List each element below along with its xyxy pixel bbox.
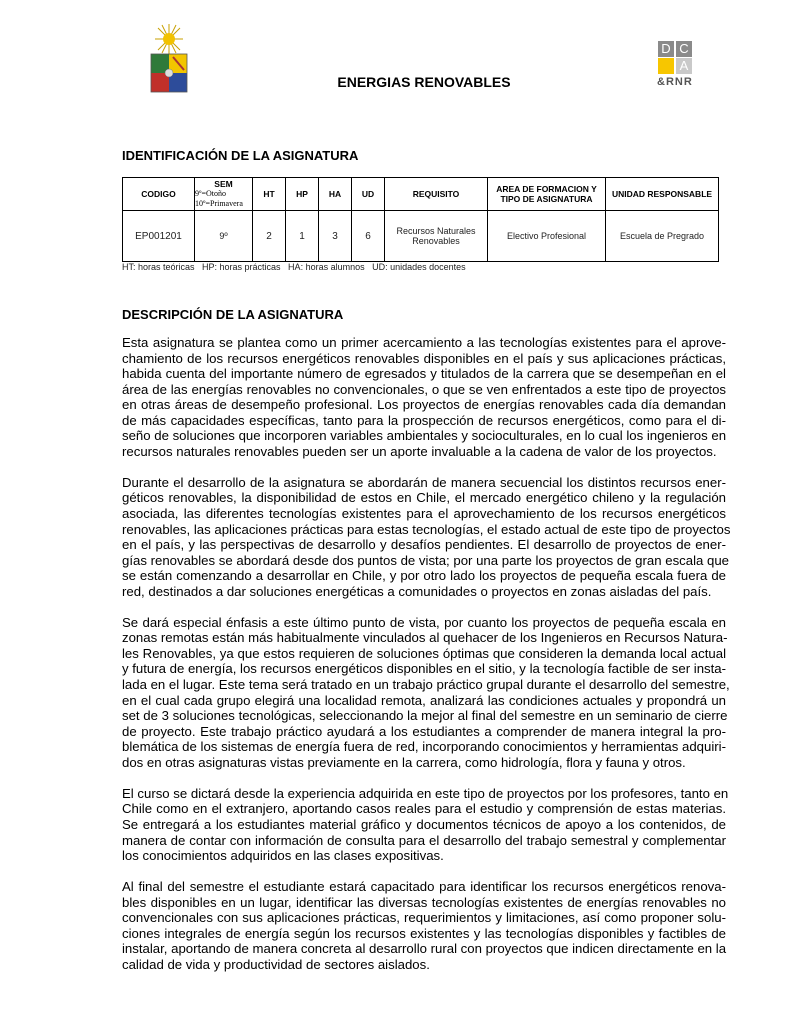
paragraph-line: los conocimientos adquiridos en las clases expositivas. bbox=[122, 848, 444, 864]
paragraph-line: en el cual cada grupo elegirá una localidad remota, analizará las condiciones actuales y propondrá un bbox=[122, 692, 726, 708]
cell-hp: 1 bbox=[286, 211, 319, 262]
paragraph-line: recursos naturales renovables pueden ser un aporte invaluable a la cadena de valor de los proyectos. bbox=[122, 443, 717, 459]
paragraph-line: ciones integrales de energía según los recursos existentes y las tecnologías disponibles y factibles de bbox=[122, 925, 726, 941]
col-area-formacion: AREA DE FORMACION Y TIPO DE ASIGNATURA bbox=[488, 178, 606, 211]
cell-unidad-responsable: Escuela de Pregrado bbox=[606, 211, 719, 262]
logo-letter-a: A bbox=[676, 58, 692, 74]
logo-letter-c: C bbox=[676, 41, 692, 57]
col-requisito: REQUISITO bbox=[385, 178, 488, 211]
paragraph-line: Esta asignatura se plantea como un primer acercamiento a las tecnologías existentes para el aprove- bbox=[122, 335, 726, 350]
logo-text-rnr: &RNR bbox=[657, 76, 693, 88]
col-ht: HT bbox=[253, 178, 286, 211]
paragraph-line: convencionales con sus aplicaciones prácticas, requerimientos y limitaciones, así como proponer solu- bbox=[122, 910, 726, 926]
cell-codigo: EP001201 bbox=[123, 211, 195, 262]
paragraph-line: Durante el desarrollo de la asignatura se abordarán de manera secuencial los distintos recursos ener- bbox=[122, 474, 726, 490]
course-identification-table bbox=[122, 177, 719, 262]
paragraph-line: dos en otras asignaturas vistas previamente en la carrera, como hidrología, flora y fauna y otros. bbox=[122, 754, 686, 770]
section-heading-identificacion: IDENTIFICACIÓN DE LA ASIGNATURA bbox=[122, 148, 359, 163]
description-paragraph bbox=[122, 879, 726, 972]
paragraph-line: se están comenzando a desarrollar en Chile, y por otro lado los proyectos de pequeña escala fuera de bbox=[122, 568, 726, 584]
cell-area-formacion: Electivo Profesional bbox=[488, 211, 606, 262]
paragraph-line: y futura de energía, los recursos energéticos disponibles en el sitio, y la tecnología factible de ser insta- bbox=[122, 661, 727, 677]
paragraph-line: manera de contar con información de consulta para el desarrollo del trabajo semestral y complementar bbox=[122, 832, 726, 848]
description-paragraph bbox=[122, 335, 726, 459]
paragraph-line: calidad de vida y productividad de sectores aislados. bbox=[122, 956, 430, 972]
paragraph-line: habida cuenta del importante número de egresados y titulados de la carrera que se desempeñan en el bbox=[122, 366, 726, 382]
cell-ud: 6 bbox=[352, 211, 385, 262]
paragraph-line: bles disponibles en un lugar, identificar las diversas tecnologías existentes de energías renovables no bbox=[122, 894, 726, 910]
sem-note-primavera: 10º=Primavera bbox=[195, 199, 243, 208]
paragraph-line: en otras áreas de desempeño profesional. Los proyectos de energías renovables cada día demandan bbox=[122, 397, 726, 413]
paragraph-line: área de las energías renovables no convencionales, o que se ven enfrentados a este tipo de proyectos bbox=[122, 381, 726, 397]
paragraph-line: renovables, las aplicaciones prácticas para estas tecnologías, el estado actual de este tipo de proyectos bbox=[122, 521, 731, 537]
cell-requisito: Recursos Naturales Renovables bbox=[385, 211, 488, 262]
paragraph-line: chamiento de los recursos energéticos renovables disponibles en el país y sus aplicaciones prácticas, bbox=[122, 350, 726, 366]
document-title: ENERGIAS RENOVABLES bbox=[337, 74, 511, 90]
paragraph-line: blemática de los sistemas de energía fuera de red, incorporando conocimientos y herramientas adquiri- bbox=[122, 739, 726, 755]
paragraph-line: géticos renovables, la disponibilidad de estos en Chile, el mercado energético chileno y la regulación bbox=[122, 490, 726, 506]
sem-note-otono: 9º=Otoño bbox=[195, 189, 226, 198]
cell-ha: 3 bbox=[319, 211, 352, 262]
description-paragraph bbox=[122, 474, 731, 599]
col-ud: UD bbox=[352, 178, 385, 211]
paragraph-line: les Renovables, ya que estos requieren de soluciones óptimas que consideren la demanda local actual bbox=[122, 645, 726, 661]
cell-sem: 9º bbox=[195, 211, 253, 262]
table-header-row bbox=[123, 178, 719, 211]
paragraph-line: El curso se dictará desde la experiencia adquirida en este tipo de proyectos por los profesores, tanto en bbox=[122, 785, 729, 801]
description-body bbox=[122, 335, 731, 988]
paragraph-line: asociada, las diferentes tecnologías existentes para el aprovechamiento de los recursos energéticos bbox=[122, 506, 726, 522]
paragraph-line: de proyecto. Este trabajo práctico ayudará a los estudiantes a comprender de manera integral la pro- bbox=[122, 723, 726, 739]
paragraph-line: Se entregará a los estudiantes material gráfico y documentos técnicos de apoyo a los contenidos, de bbox=[122, 816, 726, 832]
col-sem bbox=[195, 178, 253, 211]
table-legend: HT: horas teóricas HP: horas prácticas HA: horas alumnos UD: unidades docentes bbox=[122, 262, 466, 272]
paragraph-line: en el país, y las perspectivas de desarrollo y desafíos pendientes. El desarrollo de proyectos de ener- bbox=[122, 537, 726, 553]
paragraph-line: gías renovables se abordará desde dos puntos de vista; por una parte los proyectos de gran escala que bbox=[122, 552, 730, 568]
paragraph-line: Se dará especial énfasis a este último punto de vista, por cuanto los proyectos de pequeña escala en bbox=[122, 614, 726, 630]
paragraph-line: red, destinados a dar soluciones energéticas a comunidades o proyectos en zonas aisladas del país. bbox=[122, 583, 712, 599]
paragraph-line: set de 3 soluciones tecnológicas, seleccionando la mejor al final del semestre en un seminario de cierre bbox=[122, 708, 728, 724]
table-row bbox=[123, 211, 719, 262]
paragraph-line: de más capacidades específicas, tanto para la prospección de recursos energéticos, como para el di- bbox=[122, 412, 726, 428]
paragraph-line: instalar, aportando de manera concreta al desarrollo rural con proyectos que indicen directamente en la bbox=[122, 941, 727, 957]
description-paragraph bbox=[122, 785, 729, 864]
paragraph-line: lada en el lugar. Este tema será tratado en un trabajo práctico grupal durante el desarrollo del semestre, bbox=[122, 677, 730, 693]
cell-ht: 2 bbox=[253, 211, 286, 262]
col-ha: HA bbox=[319, 178, 352, 211]
section-heading-descripcion: DESCRIPCIÓN DE LA ASIGNATURA bbox=[122, 307, 344, 322]
paragraph-line: seño de soluciones que incorporen variables ambientales y socioculturales, en lo cual los ingenieros en bbox=[122, 428, 727, 444]
logo-letter-d: D bbox=[658, 41, 674, 57]
paragraph-line: Chile como en el extranjero, aportando casos reales para el estudio y comprensión de estas materias. bbox=[122, 801, 726, 817]
paragraph-line: Al final del semestre el estudiante estará capacitado para identificar los recursos energéticos renova- bbox=[122, 879, 726, 895]
col-sem-label: SEM bbox=[214, 179, 233, 189]
col-unidad-responsable: UNIDAD RESPONSABLE bbox=[606, 178, 719, 211]
description-paragraph bbox=[122, 614, 730, 770]
paragraph-line: zonas remotas están más habitualmente vinculados al quehacer de los Ingenieros en Recursos Natura- bbox=[122, 630, 728, 646]
logo-yellow-block bbox=[658, 58, 674, 74]
col-codigo: CODIGO bbox=[123, 178, 195, 211]
col-hp: HP bbox=[286, 178, 319, 211]
